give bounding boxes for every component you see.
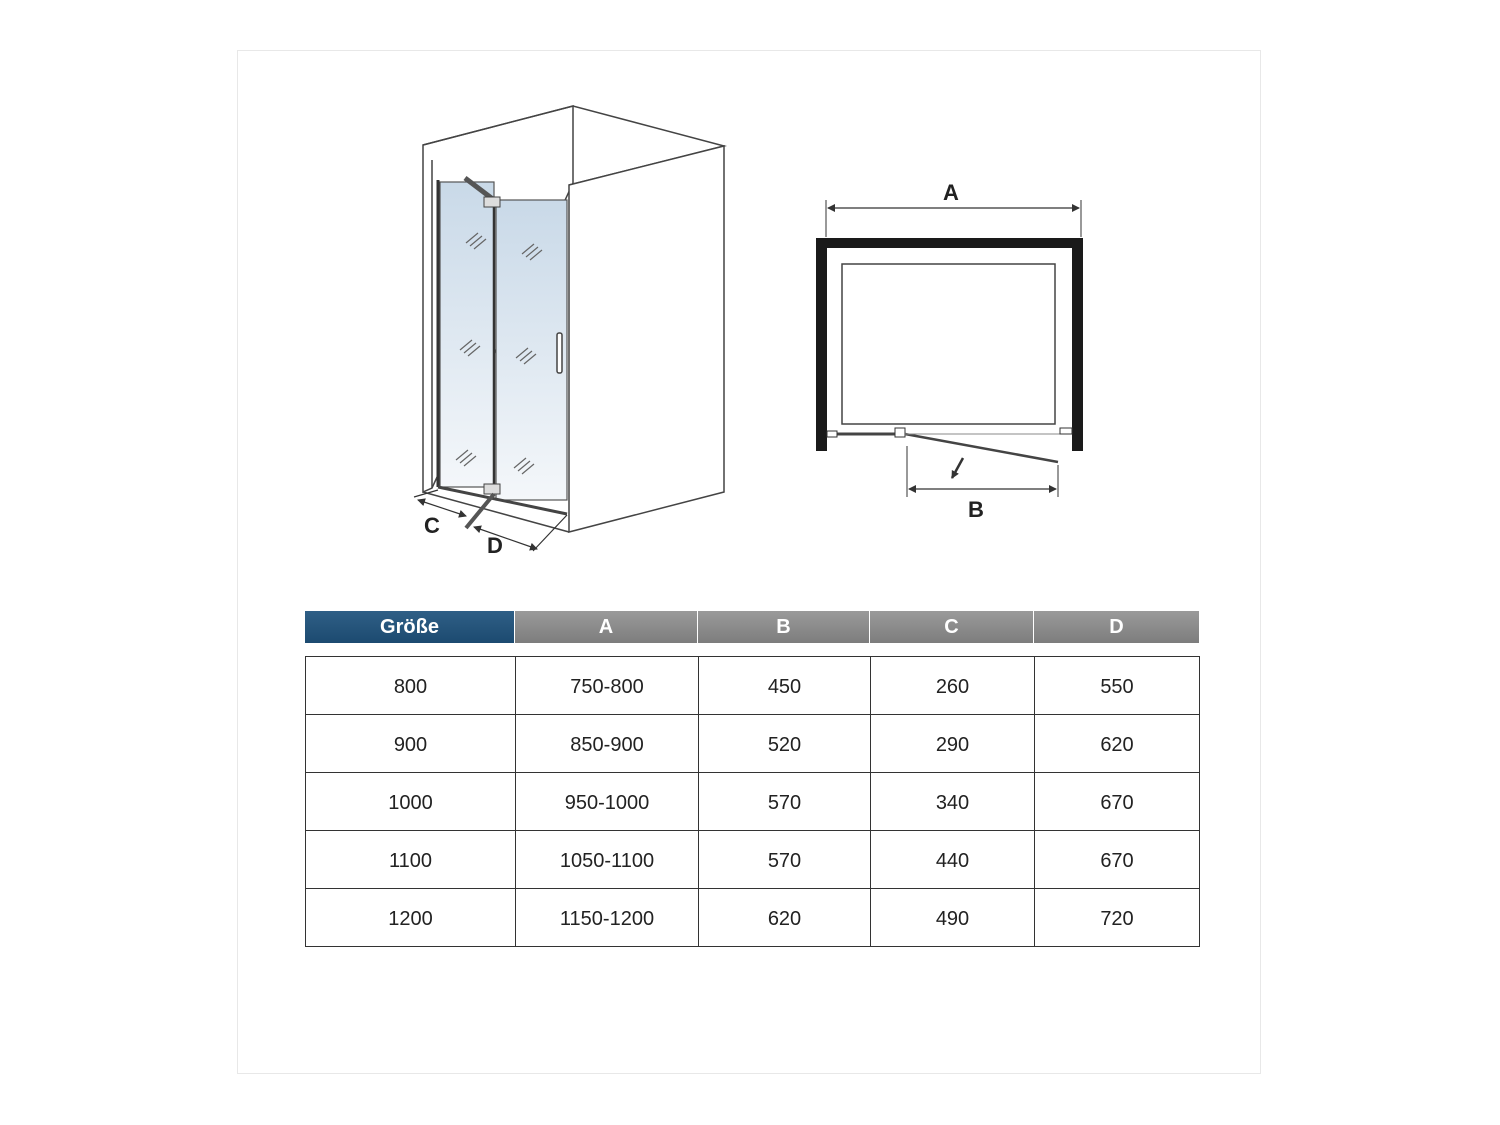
table-row xyxy=(306,657,1200,715)
label-a: A xyxy=(943,180,959,205)
cell-b: 570 xyxy=(699,831,871,889)
hinge-bottom xyxy=(484,484,500,494)
cell-a: 850-900 xyxy=(516,715,699,773)
cell-size: 800 xyxy=(306,657,516,715)
cell-c: 260 xyxy=(871,657,1035,715)
dim-d-line xyxy=(474,527,537,549)
header-a: A xyxy=(515,611,698,643)
fixed-glass-panel xyxy=(440,182,494,487)
hinge-top xyxy=(484,197,500,207)
label-d: D xyxy=(487,533,503,558)
cell-c: 340 xyxy=(871,773,1035,831)
cell-a: 750-800 xyxy=(516,657,699,715)
table-row xyxy=(306,889,1200,947)
cell-d: 670 xyxy=(1035,773,1200,831)
cell-a: 1150-1200 xyxy=(516,889,699,947)
opening-arrow xyxy=(952,458,963,478)
table-row xyxy=(306,773,1200,831)
glass-panels xyxy=(438,178,567,514)
cell-c: 440 xyxy=(871,831,1035,889)
label-b: B xyxy=(968,497,984,522)
cell-a: 1050-1100 xyxy=(516,831,699,889)
header-b: B xyxy=(698,611,870,643)
table-row xyxy=(306,831,1200,889)
header-size: Größe xyxy=(305,611,515,643)
cell-size: 900 xyxy=(306,715,516,773)
cell-b: 620 xyxy=(699,889,871,947)
cell-size: 1100 xyxy=(306,831,516,889)
cell-d: 670 xyxy=(1035,831,1200,889)
plan-view xyxy=(816,200,1083,497)
cell-b: 570 xyxy=(699,773,871,831)
cell-b: 450 xyxy=(699,657,871,715)
size-table xyxy=(305,656,1200,947)
cell-size: 1200 xyxy=(306,889,516,947)
cell-a: 950-1000 xyxy=(516,773,699,831)
header-d: D xyxy=(1034,611,1199,643)
cell-d: 620 xyxy=(1035,715,1200,773)
cell-d: 550 xyxy=(1035,657,1200,715)
table-row xyxy=(306,715,1200,773)
cell-size: 1000 xyxy=(306,773,516,831)
cell-d: 720 xyxy=(1035,889,1200,947)
right-wall xyxy=(569,146,724,532)
label-c: C xyxy=(424,513,440,538)
plan-door-open xyxy=(905,434,1058,462)
door-handle xyxy=(557,333,562,373)
cell-b: 520 xyxy=(699,715,871,773)
header-c: C xyxy=(870,611,1034,643)
cell-c: 290 xyxy=(871,715,1035,773)
plan-hinge xyxy=(895,428,905,437)
plan-tray xyxy=(842,264,1055,424)
cell-c: 490 xyxy=(871,889,1035,947)
